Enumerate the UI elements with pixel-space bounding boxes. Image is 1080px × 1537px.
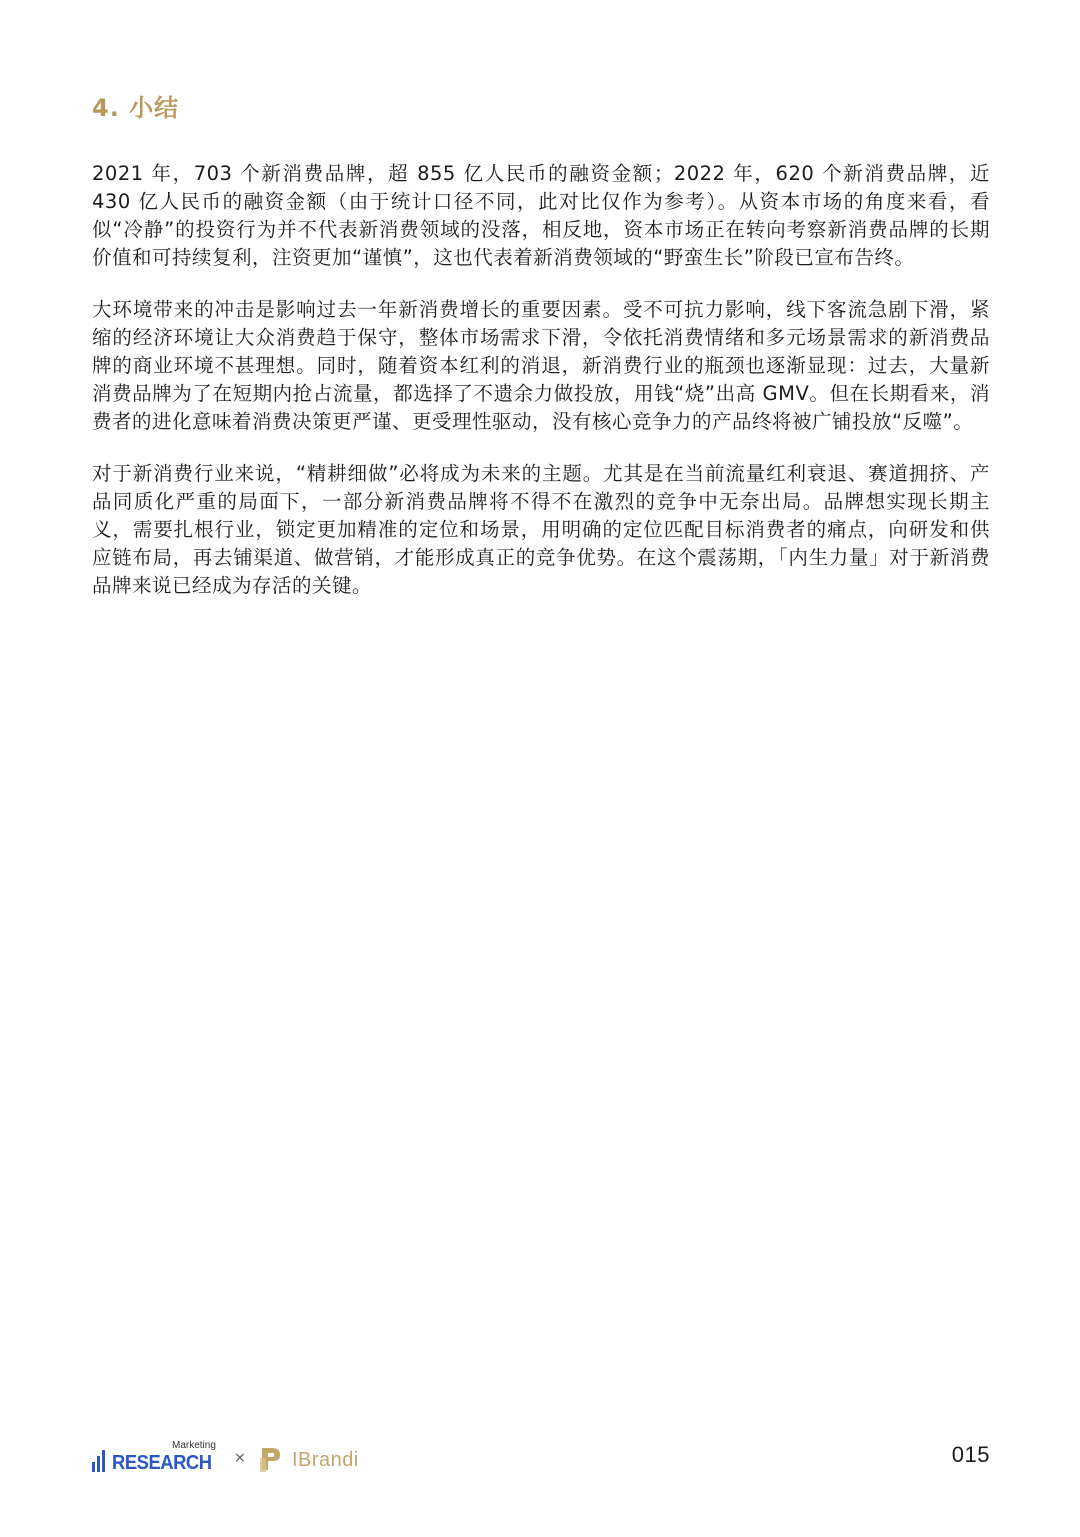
times-sign: ×: [234, 1450, 246, 1466]
logo-marketing-text: Marketing: [172, 1440, 216, 1451]
marketing-research-logo: [92, 1440, 232, 1476]
ibrandi-logo: [258, 1444, 388, 1476]
footer: [92, 1440, 990, 1480]
bar-chart-logo-icon: [92, 1450, 110, 1472]
paragraph: 2021 年，703 个新消费品牌，超 855 亿人民币的融资金额；2022 年，620 个新消费品牌，近 430 亿人民币的融资金额（由于统计口径不同，此对比仅作为参考）。从资本市场的角度来看，看似“冷静”的投资行为并不代表新消费领域的没落，相反地，资本市场正在转向考察新消费品牌的长期价值和可持续复利，注资更加“谨慎”，这也代表着新消费领域的“野蛮生长”阶段已宣布告终。: [92, 162, 990, 269]
body-text: [92, 160, 990, 624]
paragraph: 大环境带来的冲击是影响过去一年新消费增长的重要因素。受不可抗力影响，线下客流急剧下滑，紧缩的经济环境让大众消费趋于保守，整体市场需求下滑，令依托消费情绪和多元场景需求的新消费品牌的商业环境不甚理想。同时，随着资本红利的消退，新消费行业的瓶颈也逐渐显现：过去，大量新消费品牌为了在短期内抢占流量，都选择了不遗余力做投放，用钱“烧”出高 GMV。但在长期看来，消费者的进化意味着消费决策更严谨、更受理性驱动，没有核心竞争力的产品终将被广铺投放“反噬”。: [92, 298, 990, 433]
ibrandi-logo-icon: [258, 1444, 284, 1474]
section-title: 4. 小结: [92, 94, 180, 122]
ibrandi-text: IBrandi: [292, 1449, 359, 1471]
paragraph: 对于新消费行业来说，“精耕细做”必将成为未来的主题。尤其是在当前流量红利衰退、赛道拥挤、产品同质化严重的局面下，一部分新消费品牌将不得不在激烈的竞争中无奈出局。品牌想实现长期主义，需要扎根行业，锁定更加精准的定位和场景，用明确的定位匹配目标消费者的痛点，向研发和供应链布局，再去铺渠道、做营销，才能形成真正的竞争优势。在这个震荡期，「内生力量」对于新消费品牌来说已经成为存活的关键。: [92, 462, 990, 597]
logo-research-text: RESEARCH: [112, 1452, 212, 1474]
page-number: 015: [951, 1442, 990, 1467]
